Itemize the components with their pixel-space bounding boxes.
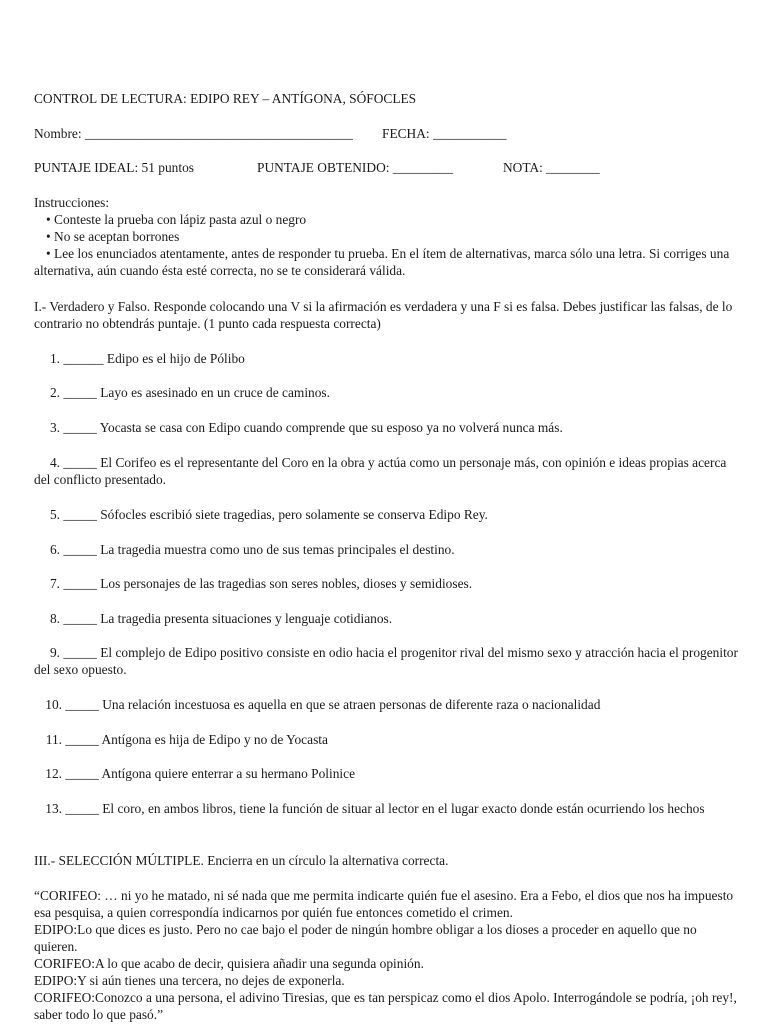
dialogue-line: “CORIFEO: … ni yo he matado, ni sé nada que me permita indicarte quién fue el asesino. Era a Febo, el dios que nos ha impuesto esa pesquisa, a quien correspondía indicarnos por quién fue entonces cometido el crimen. (34, 888, 734, 920)
answer-blank[interactable]: _____ (63, 420, 97, 435)
question-4 (34, 454, 738, 488)
puntaje-ideal: PUNTAJE IDEAL: 51 puntos (34, 160, 194, 175)
question-number: 6. (49, 542, 60, 557)
question-text: Sófocles escribió siete tragedias, pero solamente se conserva Edipo Rey. (100, 507, 488, 522)
answer-blank[interactable]: _____ (65, 732, 99, 747)
question-number: 10. (45, 697, 62, 712)
question-8 (34, 610, 738, 627)
dialogue-line: EDIPO:Lo que dices es justo. Pero no cae bajo el poder de ningún hombre obligar a los dioses a proceder en aquello que no quieren. (34, 922, 697, 954)
question-6 (34, 541, 738, 558)
dialogue-line: CORIFEO:Conozco a una persona, el adivino Tiresias, que es tan perspicaz como el dios Apolo. Interrogándole se podría, ¡oh rey!, saber todo lo que pasó.” (34, 990, 737, 1022)
question-11 (34, 731, 738, 748)
dialogue-line: CORIFEO:A lo que acabo de decir, quisiera añadir una segunda opinión. (34, 956, 424, 971)
question-text: El Corifeo es el representante del Coro en la obra y actúa como un personaje más, con opinión e ideas propias acerca del conflicto presentado. (34, 455, 727, 487)
question-text: Edipo es el hijo de Pólibo (106, 351, 245, 366)
fecha-field[interactable]: FECHA: ___________ (382, 126, 507, 141)
question-text: Una relación incestuosa es aquella en que se atraen personas de diferente raza o nacionalidad (102, 697, 601, 712)
answer-blank[interactable]: ______ (63, 351, 104, 366)
question-number: 7. (49, 576, 60, 591)
nombre-field[interactable]: Nombre: ________________________________________ (34, 126, 353, 141)
question-number: 12. (45, 766, 62, 781)
question-text: El complejo de Edipo positivo consiste en odio hacia el progenitor rival del mismo sexo y atracción hacia el progenitor del sexo opuesto. (34, 645, 738, 677)
answer-blank[interactable]: _____ (63, 455, 97, 470)
question-text: El coro, en ambos libros, tiene la función de situar al lector en el lugar exacto donde están ocurriendo los hechos (102, 801, 705, 816)
question-number: 1. (49, 351, 60, 366)
question-text: Antígona es hija de Edipo y no de Yocasta (101, 732, 328, 747)
question-text: Yocasta se casa con Edipo cuando comprende que su esposo ya no volverá nunca más. (99, 420, 563, 435)
instruction-item: • Lee los enunciados atentamente, antes de responder tu prueba. En el ítem de alternativas, marca sólo una letra. Si corriges una alternativa, aún cuando ésta esté correcta, no se te considerará válida. (34, 246, 730, 278)
answer-blank[interactable]: _____ (65, 766, 99, 781)
answer-blank[interactable]: _____ (63, 385, 97, 400)
answer-blank[interactable]: _____ (63, 645, 97, 660)
question-text: Layo es asesinado en un cruce de caminos. (100, 385, 330, 400)
answer-blank[interactable]: _____ (63, 507, 97, 522)
question-number: 8. (49, 611, 60, 626)
dialogue-excerpt (34, 887, 738, 1023)
answer-blank[interactable]: _____ (65, 801, 99, 816)
page-title: CONTROL DE LECTURA: EDIPO REY – ANTÍGONA, SÓFOCLES (34, 91, 417, 106)
question-7 (34, 575, 738, 592)
question-9 (34, 644, 738, 678)
question-number: 11. (45, 732, 62, 747)
question-13 (34, 800, 738, 817)
question-number: 3. (49, 420, 60, 435)
question-3 (34, 419, 738, 436)
question-10 (34, 696, 738, 713)
answer-blank[interactable]: _____ (63, 576, 97, 591)
instruction-item: • Conteste la prueba con lápiz pasta azul o negro (46, 212, 307, 227)
instruction-item: • No se aceptan borrones (46, 229, 180, 244)
question-text: La tragedia presenta situaciones y lenguaje cotidianos. (100, 611, 393, 626)
instructions-heading: Instrucciones: (34, 195, 110, 210)
question-number: 2. (49, 385, 60, 400)
answer-blank[interactable]: _____ (63, 542, 97, 557)
nota-field[interactable]: NOTA: ________ (503, 160, 600, 175)
question-1 (34, 350, 738, 367)
dialogue-line: EDIPO:Y si aún tienes una tercera, no dejes de exponerla. (34, 973, 345, 988)
question-text: Los personajes de las tragedias son seres nobles, dioses y semidioses. (100, 576, 473, 591)
section-1-heading: I.- Verdadero y Falso. Responde colocando una V si la afirmación es verdadera y una F si es falsa. Debes justificar las falsas, de lo contrario no obtendrás puntaje. (1 punto cada respuesta correcta) (34, 299, 733, 331)
answer-blank[interactable]: _____ (65, 697, 99, 712)
puntaje-obtenido-field[interactable]: PUNTAJE OBTENIDO: _________ (257, 160, 454, 175)
answer-blank[interactable]: _____ (63, 611, 97, 626)
question-text: Antígona quiere enterrar a su hermano Polinice (101, 766, 356, 781)
question-2 (34, 384, 738, 401)
question-number: 9. (49, 645, 60, 660)
question-text: La tragedia muestra como uno de sus temas principales el destino. (100, 542, 455, 557)
question-12 (34, 765, 738, 782)
section-3-heading: III.- SELECCIÓN MÚLTIPLE. Encierra en un círculo la alternativa correcta. (34, 853, 449, 868)
question-number: 5. (49, 507, 60, 522)
question-5 (34, 506, 738, 523)
question-number: 4. (49, 455, 60, 470)
question-number: 13. (45, 801, 62, 816)
